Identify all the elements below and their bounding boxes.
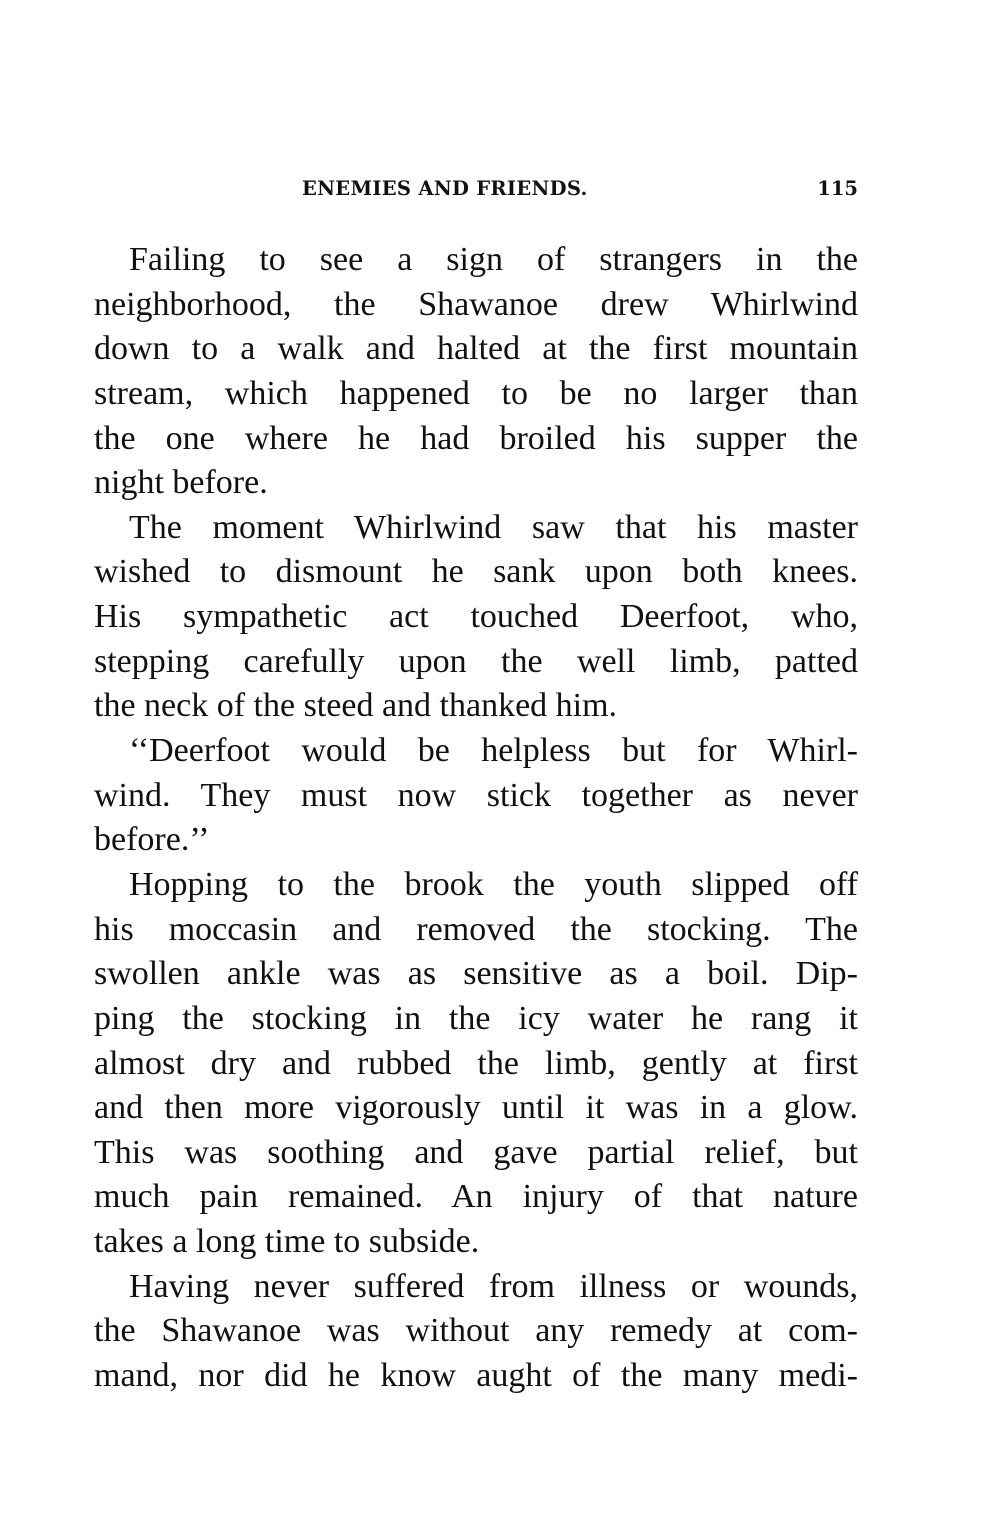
paragraph <box>94 238 858 506</box>
text-line: the neck of the steed and thanked him. <box>94 687 618 725</box>
text-line: night before. <box>94 464 268 502</box>
paragraph <box>94 1265 858 1399</box>
text-line: stepping carefully upon the well limb, patted <box>94 642 858 680</box>
text-line: Hopping to the brook the youth slipped off <box>129 865 858 903</box>
body-text <box>94 238 858 1399</box>
paragraph <box>94 729 858 863</box>
text-line: stream, which happened to be no larger than <box>94 374 858 412</box>
text-line: His sympathetic act touched Deerfoot, who, <box>94 598 858 636</box>
text-line: and then more vigorously until it was in a glow. <box>94 1089 858 1127</box>
text-line: ping the stocking in the icy water he rang it <box>94 999 858 1037</box>
text-line: wind. They must now stick together as never <box>94 776 858 814</box>
text-line: ‘‘Deerfoot would be helpless but for Whirl- <box>129 732 858 770</box>
text-line: This was soothing and gave partial relief, but <box>94 1133 858 1171</box>
text-line: his moccasin and removed the stocking. The <box>94 910 858 948</box>
text-line: swollen ankle was as sensitive as a boil. Dip- <box>94 955 858 993</box>
paragraph <box>94 506 858 729</box>
page-number: 115 <box>817 177 858 200</box>
text-line: almost dry and rubbed the limb, gently at first <box>94 1044 858 1082</box>
text-line: the one where he had broiled his supper the <box>94 419 858 457</box>
paragraph <box>94 863 858 1265</box>
text-line: Having never suffered from illness or wounds, <box>129 1267 858 1305</box>
text-line: mand, nor did he know aught of the many medi- <box>94 1357 858 1395</box>
text-line: the Shawanoe was without any remedy at com- <box>94 1312 858 1350</box>
running-title: ENEMIES AND FRIENDS. <box>302 177 588 200</box>
text-line: The moment Whirlwind saw that his master <box>129 508 858 546</box>
running-head <box>94 174 858 204</box>
text-line: wished to dismount he sank upon both knees. <box>94 553 858 591</box>
text-line: much pain remained. An injury of that nature <box>94 1178 858 1216</box>
text-line: neighborhood, the Shawanoe drew Whirlwind <box>94 285 858 323</box>
text-line: Failing to see a sign of strangers in the <box>129 241 858 278</box>
text-line: takes a long time to subside. <box>94 1223 480 1261</box>
text-line: before.’’ <box>94 821 210 859</box>
text-line: down to a walk and halted at the first mountain <box>94 330 858 368</box>
